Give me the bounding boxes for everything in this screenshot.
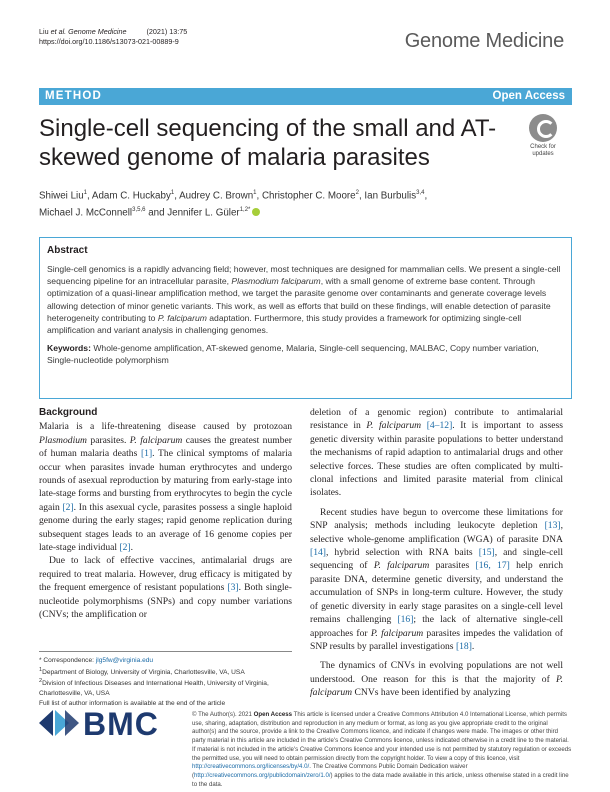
text: parasites bbox=[429, 560, 476, 572]
abstract-heading: Abstract bbox=[47, 245, 88, 256]
text: CNVs have been identified by analyzing bbox=[352, 687, 511, 699]
species: P. falciparum bbox=[310, 673, 563, 699]
author-name: , Christopher C. Moore bbox=[256, 190, 356, 202]
license-part: This article is licensed under a Creative Commons Attribution 4.0 International License, which permits use, sharing, adaptation, distribution and reproduction in any medium or format, as long as you give appropriate credit to the original author(s) and the source, provide a link to the Creative Commons licence, and indicate if changes were made. The images or other third party material in this article are included in the article's Creative Commons licence, unless indicated otherwise in a credit line to the material. If material is not included in the article's Creative Commons licence and your intended use is not permitted by statutory regulation or exceeds the permitted use, you will need to obtain permission directly from the copyright holder. To view a copy of this licence, visit bbox=[192, 711, 572, 762]
keywords bbox=[47, 342, 564, 366]
text: parasites. bbox=[86, 434, 130, 446]
paragraph bbox=[310, 506, 563, 653]
citation-issue: (2021) 13:75 bbox=[146, 27, 188, 36]
text: . The clinical symptoms of malaria occur when parasites invade human erythrocytes and undergo rounds of asexual reproduction by maturing from early-stage into late-stage forms and bursting from erythrocytes to begin the cycle again bbox=[39, 448, 292, 513]
body-column-left bbox=[39, 406, 292, 622]
text: . bbox=[130, 542, 134, 554]
abstract-species: Plasmodium falciparum bbox=[231, 276, 321, 287]
text: ; the lack of alternative single-cell approaches for bbox=[310, 614, 563, 639]
bmc-logo-text: BMC bbox=[83, 706, 159, 742]
check-for-updates-badge[interactable] bbox=[518, 114, 568, 160]
species: Plasmodium bbox=[39, 434, 87, 446]
license-open-access: Open Access bbox=[253, 711, 293, 718]
correspondence-email[interactable]: jlg5fw@virginia.edu bbox=[95, 657, 154, 664]
open-access-label: Open Access bbox=[492, 90, 565, 102]
abstract-text: adaptation. Furthermore, this study provides a framework for optimizing single-cell amplification and variant analysis in challenging genomes. bbox=[47, 312, 522, 336]
text: help enrich parasite DNA, determine genetic diversity, and understand the accumulation of SNPs in long-term culture. However, the study of genetic diversity in early stage parasites on a single-cell level remains challenging bbox=[310, 560, 563, 626]
license-text bbox=[192, 711, 572, 789]
author-name: Shiwei Liu bbox=[39, 190, 84, 202]
section-heading-background: Background bbox=[39, 407, 98, 418]
license-part: ) applies to the data made available in this article, unless otherwise stated in a credit line to the data. bbox=[192, 771, 569, 788]
text: . In this asexual cycle, parasites possess a single haploid genome during the early stages; rapid genome replication during subsequent stages leads to an average of 16 genome copies per late-stage individual bbox=[39, 501, 292, 554]
text: Malaria is a life-threatening disease caused by protozoan bbox=[39, 421, 292, 433]
citation-link[interactable]: [4–12] bbox=[421, 420, 453, 432]
bmc-mark-icon bbox=[39, 708, 79, 738]
abstract-text: , with a small genome of extreme base content. Through optimization of a quasi-linear amplification method, we target the parasite genome over contaminants and generate coverage levels allowing detection of minor genetic variants. This work, as well as efforts that build on these findings, will enable detection of parasite heterogeneity contributing to bbox=[47, 276, 551, 323]
citation-journal: et al. Genome Medicine bbox=[50, 27, 127, 36]
citation-link[interactable]: [16] bbox=[397, 614, 414, 626]
citation-link[interactable]: [2] bbox=[119, 542, 131, 554]
author-affiliation: 3,5,6 bbox=[132, 207, 146, 214]
author-affiliation: 1 bbox=[83, 190, 87, 196]
paragraph bbox=[39, 420, 292, 554]
text: , hybrid selection with RNA baits bbox=[325, 547, 479, 559]
citation-line bbox=[39, 27, 191, 37]
paragraph bbox=[310, 659, 563, 699]
check-for-updates-label bbox=[518, 144, 568, 158]
doi-link[interactable]: https://doi.org/10.1186/s13073-021-00889-9 bbox=[39, 37, 179, 46]
citation-authors: Liu bbox=[39, 27, 51, 36]
citation-link[interactable]: [16, 17] bbox=[475, 560, 510, 572]
text: . It is important to assess genetic diversity within parasite populations to better understand the mechanisms of rapid adaption to antimalarial drugs and other selective forces. These studies are often complicated by multi-clonal infections and limited parasite material from clinical isolates. bbox=[310, 420, 563, 499]
text: Due to lack of effective vaccines, antimalarial drugs are required to treat malaria. However, drug efficacy is mitigated by the frequent emergence of resistant populations bbox=[39, 555, 292, 594]
affiliation-number: 1 bbox=[39, 666, 43, 673]
text: Recent studies have begun to overcome these limitations for SNP analysis; methods including leukocyte depletion bbox=[310, 506, 563, 532]
citation-link[interactable]: [15] bbox=[478, 547, 495, 559]
author-name: , Adam C. Huckaby bbox=[87, 190, 171, 202]
keywords-list: Whole-genome amplification, AT-skewed genome, Malaria, Single-cell sequencing, MALBAC, Copy number variation, Single-nucleotide polymorphism bbox=[47, 343, 539, 366]
affiliation bbox=[39, 677, 292, 698]
article-title: Single-cell sequencing of the small and AT-skewed genome of malaria parasites bbox=[39, 115, 497, 171]
author-name: , Ian Burbulis bbox=[358, 190, 417, 202]
license-part: . The Creative Commons Public Domain Dedication waiver ( bbox=[192, 763, 468, 779]
article-type: METHOD bbox=[45, 90, 103, 102]
abstract-box bbox=[39, 237, 572, 399]
article-type-banner bbox=[39, 88, 572, 105]
citation-link[interactable]: [18] bbox=[455, 640, 472, 652]
check-updates-line1: Check for bbox=[530, 144, 556, 150]
check-updates-line2: updates bbox=[532, 151, 554, 157]
citation-link[interactable]: [14] bbox=[310, 547, 326, 559]
license-link[interactable]: http://creativecommons.org/publicdomain/zero/1.0/ bbox=[194, 771, 331, 779]
species: P. falciparum bbox=[366, 420, 422, 432]
text: , and single-cell sequencing of bbox=[310, 547, 563, 572]
correspondence bbox=[39, 656, 292, 666]
correspondence-label: * Correspondence: bbox=[39, 657, 96, 664]
affiliation bbox=[39, 666, 292, 678]
author-separator: , bbox=[424, 190, 428, 202]
text: The dynamics of CNVs in evolving populations are not well understood. One reason for this is that the majority of bbox=[310, 660, 563, 685]
species: P. falciparum bbox=[129, 434, 183, 446]
citation-link[interactable]: [3] bbox=[227, 582, 239, 594]
abstract-species: P. falciparum bbox=[157, 312, 207, 323]
author-affiliation: 1,2* bbox=[239, 207, 251, 214]
citation-authors-span bbox=[39, 27, 127, 36]
author-name: Michael J. McConnell bbox=[39, 207, 133, 219]
check-for-updates-icon bbox=[529, 114, 557, 142]
author-affiliation: 1 bbox=[253, 190, 257, 196]
affiliation-text: Department of Biology, University of Virginia, Charlottesville, VA, USA bbox=[42, 668, 245, 676]
journal-name: Genome Medicine bbox=[404, 30, 564, 52]
citation-link[interactable]: [13] bbox=[544, 520, 561, 532]
license-link[interactable]: http://creativecommons.org/licenses/by/4.0/ bbox=[192, 763, 310, 771]
author-list bbox=[39, 186, 559, 221]
body-column-right bbox=[310, 406, 563, 700]
text: parasites impedes the validation of SNP results by parallel investigations bbox=[310, 627, 563, 652]
affiliation-text: Division of Infectious Diseases and International Health, University of Virginia, Charlottesville, VA, USA bbox=[39, 680, 269, 698]
author-name: and Jennifer L. Güler bbox=[145, 207, 240, 219]
abstract-text: Single-cell genomics is a rapidly advancing field; however, most techniques are designed for mammalian cells. We present a single-cell sequencing pipeline for an intracellular parasite, bbox=[47, 264, 561, 287]
paragraph bbox=[310, 406, 563, 500]
species: P. falciparum bbox=[370, 627, 424, 639]
species: P. falciparum bbox=[373, 560, 430, 572]
text: . bbox=[471, 640, 475, 652]
full-author-info-note: Full list of author information is available at the end of the article bbox=[39, 699, 226, 707]
orcid-icon[interactable] bbox=[252, 208, 260, 216]
keywords-label: Keywords: bbox=[47, 343, 91, 354]
license-part: © The Author(s). 2021 bbox=[192, 711, 254, 718]
text: , selective whole-genome amplification (WGA) of parasite DNA bbox=[310, 520, 563, 545]
affiliation-number: 2 bbox=[39, 678, 43, 685]
text: . Both single-nucleotide polymorphisms (SNPs) and copy number variations (CNVs; the amplification or bbox=[39, 582, 292, 621]
abstract-body bbox=[47, 263, 564, 336]
text: deletion of a genomic region) contribute to antimalarial resistance in bbox=[310, 407, 563, 432]
bmc-logo bbox=[39, 706, 169, 742]
author-affiliation: 3,4 bbox=[416, 190, 425, 196]
citation-link[interactable]: [2] bbox=[62, 501, 74, 513]
footnotes bbox=[39, 651, 292, 708]
paragraph bbox=[39, 554, 292, 621]
author-name: , Audrey C. Brown bbox=[174, 190, 254, 202]
text: causes the greatest number of human malaria deaths bbox=[39, 434, 292, 460]
citation-header bbox=[39, 27, 191, 47]
author-affiliation: 2 bbox=[355, 190, 359, 196]
citation-link[interactable]: [1] bbox=[140, 448, 153, 460]
author-affiliation: 1 bbox=[170, 190, 175, 196]
